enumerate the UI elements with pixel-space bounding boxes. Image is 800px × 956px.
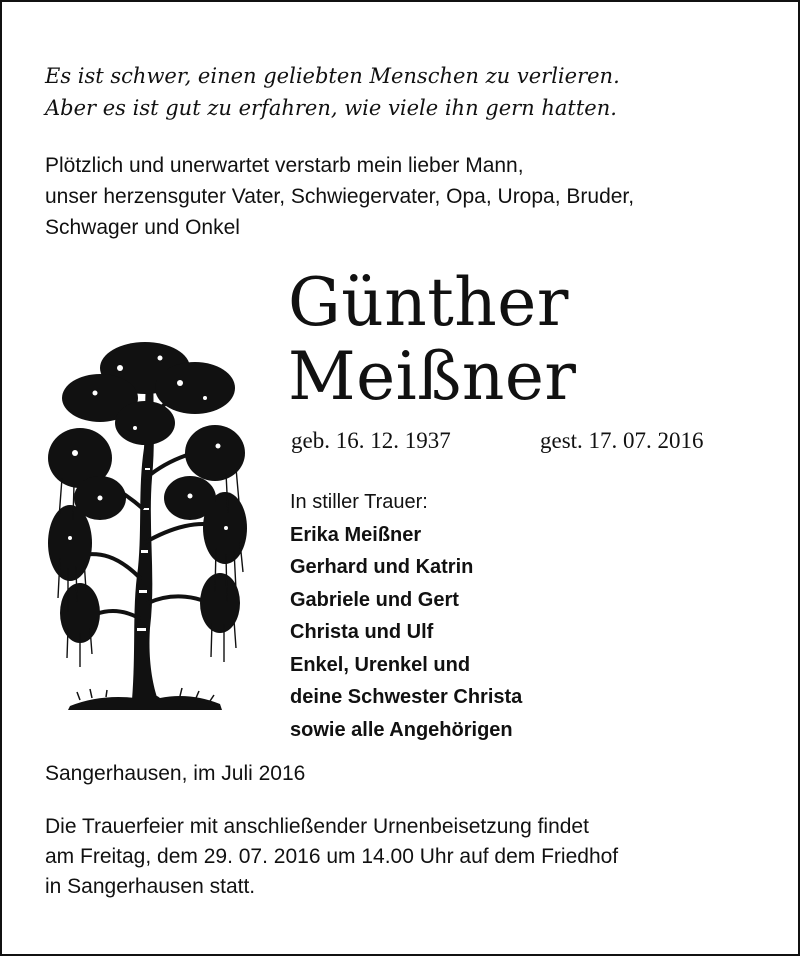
mourners-heading: In stiller Trauer: [290,491,428,513]
funeral-line: Die Trauerfeier mit anschließender Urnenbeisetzung findet [45,815,589,838]
mourner-name: sowie alle Angehörigen [290,718,513,741]
deceased-name [288,266,576,414]
mourner-name: deine Schwester Christa [290,686,523,708]
deceased-last-name: Meißner [288,338,577,415]
announcement-text [45,150,775,243]
mourner-name: Erika Meißner [290,523,422,546]
mourner-name: Enkel, Urenkel und [290,653,471,676]
deceased-first-name: Günther [288,264,569,341]
quote-line: Aber es ist gut zu erfahren, wie viele ihn gern hatten. [45,96,617,120]
death-date: gest. 17. 07. 2016 [540,428,704,453]
announcement-line: unser herzensguter Vater, Schwiegervater, Opa, Uropa, Bruder, [45,185,635,208]
funeral-details [45,812,765,902]
mourner-name: Christa und Ulf [290,621,434,643]
mourners-list [290,486,522,746]
birth-date: geb. 16. 12. 1937 [291,428,451,453]
memorial-quote [45,60,765,124]
funeral-line: in Sangerhausen statt. [45,875,256,898]
birch-tree-icon [40,328,252,718]
announcement-line: Schwager und Onkel [45,216,240,239]
quote-line: Es ist schwer, einen geliebten Menschen zu verlieren. [45,64,620,88]
place-and-date: Sangerhausen, im Juli 2016 [45,762,306,785]
announcement-line: Plötzlich und unerwartet verstarb mein lieber Mann, [45,154,524,177]
funeral-line: am Freitag, dem 29. 07. 2016 um 14.00 Uhr auf dem Friedhof [45,845,619,868]
mourner-name: Gerhard und Katrin [290,556,474,578]
mourner-name: Gabriele und Gert [290,588,459,611]
